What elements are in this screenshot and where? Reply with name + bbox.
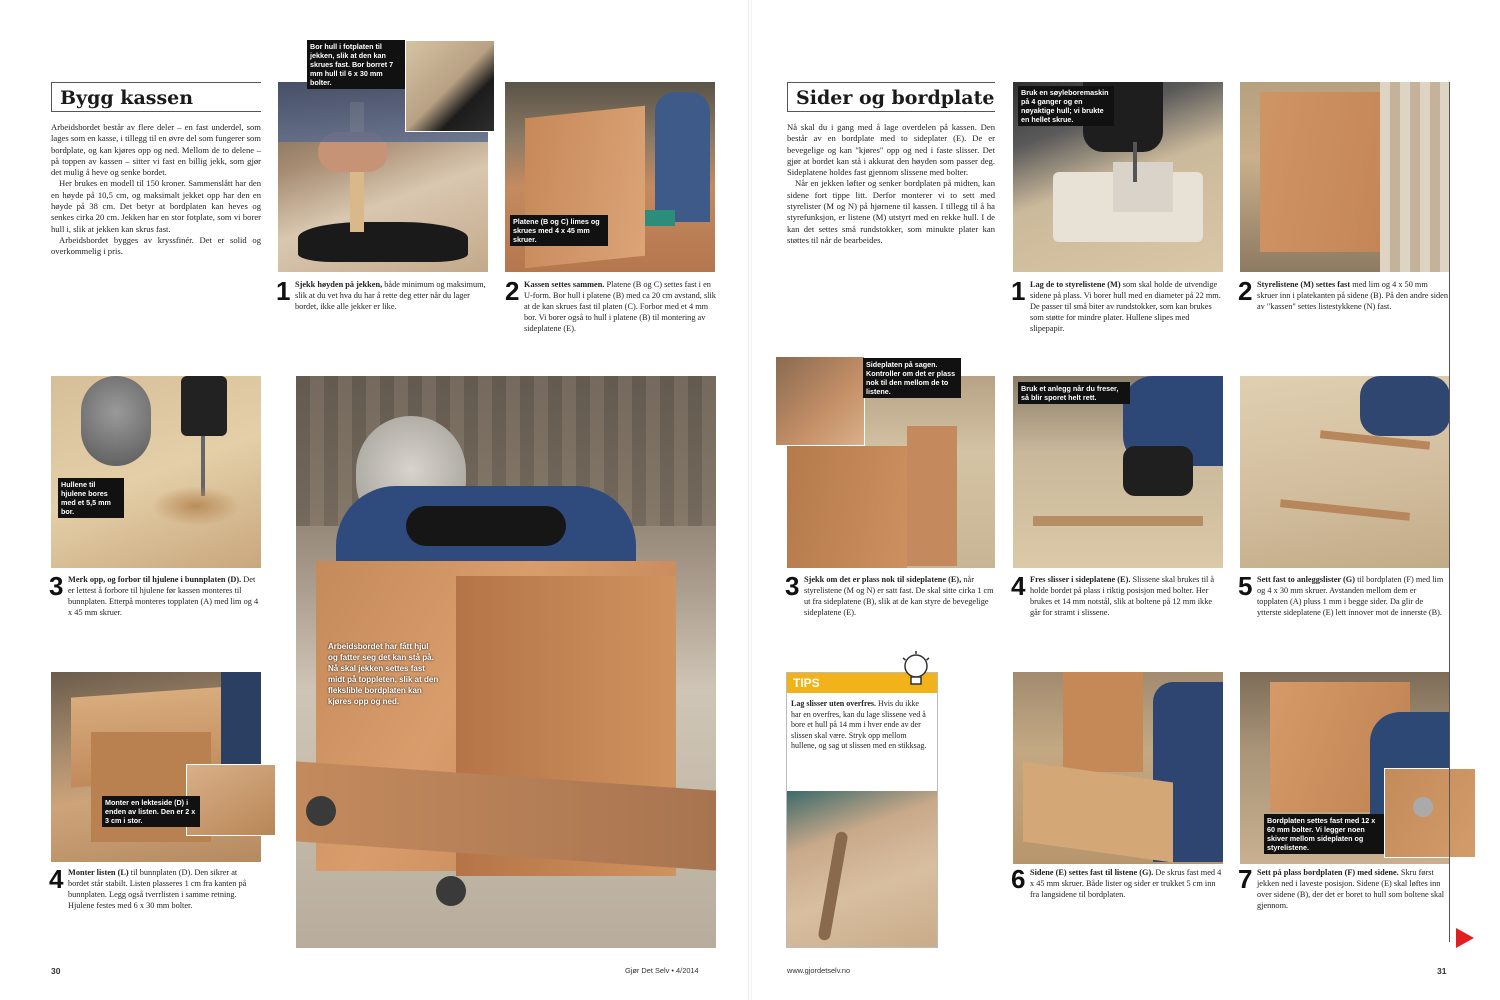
step-text: Platene (B og C) settes fast i en U-form. Bor hull i platene (B) med ca 20 cm avstand, slik at de kan skrues fast til platen (C). Forbor med et 4 mm bor. Vi borer også to hull i platene (B) til montering av sideplatene (E). bbox=[524, 280, 716, 333]
lightbulb-icon bbox=[900, 650, 932, 692]
photo-note-batten: Monter en lekteside (D) i enden av listen. Den er 2 x 3 cm i stor. bbox=[102, 796, 200, 827]
step-caption bbox=[68, 574, 260, 618]
step-number: 3 bbox=[49, 571, 64, 601]
step-number: 5 bbox=[1238, 571, 1253, 601]
photo-note-screw-plates: Platene (B og C) limes og skrues med 4 x 45 mm skruer. bbox=[510, 215, 608, 246]
step-caption bbox=[295, 279, 491, 312]
step-title: Sidene (E) settes fast til listene (G). bbox=[1030, 868, 1154, 877]
photo-tips-slot bbox=[787, 791, 938, 948]
step-title: Sjekk høyden på jekken, bbox=[295, 280, 383, 289]
step-text: med lim og 4 x 50 mm skruer inn i platekanten på sidene (B). På den andre siden av "kassen" settes listestykkene (N) fast. bbox=[1257, 280, 1448, 311]
tips-title: Lag slisser uten overfres. bbox=[791, 699, 877, 708]
step-text: Det er lettest å forbore til hjulene før kassen monteres til bunnplaten. Etterpå monteres topplaten (A) med lim og 4 x 45 mm skruer. bbox=[68, 575, 259, 617]
intro-paragraph: Når en jekken løfter og senker bordplaten på midten, kan sidene fort tippe litt. Derfor monterer vi to sett med styrelister (M og N) på hjørnene til kassen. I tillegg til å ha styrefunksjon, er listene (M) utstyrt med en rekke hull. I de kan det settes små rundstokker, som minukte plater kan støttes til når de bearbeides. bbox=[787, 178, 995, 245]
step-title: Kassen settes sammen. bbox=[524, 280, 605, 289]
intro-paragraph: Her brukes en modell til 150 kroner. Sammenslått har den en høyde på 10,5 cm, og maksimalt jekket opp har den en høyde på 38 cm. Det betyr at bordplaten kan heves og senkes cirka 20 cm. Jekken har en stor fotplate, som vi borer hull i, slik at jekken kan skrus fast. bbox=[51, 178, 261, 234]
step-number: 2 bbox=[1238, 276, 1253, 306]
step-title: Merk opp, og forbor til hjulene i bunnplaten (D). bbox=[68, 575, 242, 584]
photo-note-router: Bruk et anlegg når du freser, så blir sporet helt rett. bbox=[1018, 382, 1130, 404]
photo-note-big: Arbeidsbordet har fått hjul og fatter seg det kan stå på. Nå skal jekken settes fast midt på toppleten, slik at den flekslible bordplaten kan kjøres opp og ned. bbox=[328, 642, 439, 706]
step-title: Sett på plass bordplaten (F) med sidene. bbox=[1257, 868, 1399, 877]
right-intro-text bbox=[787, 122, 995, 246]
step-title: Styrelistene (M) settes fast bbox=[1257, 280, 1351, 289]
step-title: Fres slisser i sideplatene (E). bbox=[1030, 575, 1131, 584]
photo-fasten-sides bbox=[1013, 672, 1223, 864]
inset-photo-side-gap bbox=[775, 356, 865, 446]
step-number: 6 bbox=[1011, 864, 1026, 894]
step-text: De skrus fast med 4 x 45 mm skruer. Både lister og sider er trukket 5 cm inn fra langsidene til bordplaten. bbox=[1030, 868, 1222, 899]
right-margin-rule bbox=[1449, 82, 1450, 942]
step-caption bbox=[524, 279, 716, 334]
magazine-issue: Gjør Det Selv • 4/2014 bbox=[625, 966, 699, 975]
photo-note-final: Bordplaten settes fast med 12 x 60 mm bolter. Vi legger noen skiver mellom sideplaten og styrelistene. bbox=[1264, 814, 1384, 854]
tips-label: TIPS bbox=[787, 673, 938, 693]
step-number: 7 bbox=[1238, 864, 1253, 894]
step-caption bbox=[1030, 279, 1222, 334]
step-caption bbox=[1257, 574, 1449, 618]
step-caption bbox=[1030, 867, 1222, 900]
tips-body: Hvis du ikke har en overfres, kan du lage slissene ved å bore et hull på 14 mm i hver ende av der slissen skal være. Stryk opp mellom hullene, og sag ut slissen med en stikksag. bbox=[791, 699, 927, 750]
step-number: 4 bbox=[49, 864, 64, 894]
intro-paragraph: Nå skal du i gang med å lage overdelen på kassen. Den består av en bordplate med to sideplater (E). De er bevegelige og kan "kjøres" opp og ned i faste slisser. Det gjør at bordet kan stå i akkurat den høyden som passer deg. Sideplatene holdes fast gjennom slissene med bolter. bbox=[787, 122, 995, 178]
step-title: Sett fast to anleggslister (G) bbox=[1257, 575, 1356, 584]
step-text: Skru først jekken ned i laveste posisjon. Sidene (E) skal løftes inn over sidene (B), der det er boret to hull som boltene skal gjennom. bbox=[1257, 868, 1445, 910]
next-page-arrow-icon[interactable] bbox=[1456, 928, 1474, 948]
inset-photo-jack-foot bbox=[405, 40, 495, 132]
step-text: til bordplaten (F) med lim og 4 x 30 mm skruer. Avstanden mellom dem er topplaten (A) pluss 1 mm i begge sider. Da glir de ytterste sideplatene (E) lett innover mot de innerste (B). bbox=[1257, 575, 1444, 617]
step-number: 1 bbox=[1011, 276, 1026, 306]
step-title: Lag de to styrelistene (M) bbox=[1030, 280, 1121, 289]
step-text: både minimum og maksimum, slik at du vet hva du har å rette deg etter når du lager bordet, ikke alle jekker er like. bbox=[295, 280, 486, 311]
step-number: 4 bbox=[1011, 571, 1026, 601]
step-text: når styrelistene (M og N) er satt fast. De skal sitte cirka 1 cm ut fra sideplatene (B), slik at de kan styre de bevegelige sideplatene (E). bbox=[804, 575, 994, 617]
photo-glue-batten bbox=[1240, 376, 1450, 568]
step-caption bbox=[68, 867, 260, 911]
step-number: 3 bbox=[785, 571, 800, 601]
photo-note-drill-press: Bruk en søyleboremaskin på 4 ganger og en nøyaktige hull; vi brukte en hellet skrue. bbox=[1018, 86, 1114, 126]
step-caption bbox=[1030, 574, 1222, 618]
inset-photo-bolts bbox=[1384, 768, 1476, 858]
page-number-right: 31 bbox=[1437, 966, 1447, 976]
step-caption bbox=[1257, 867, 1449, 911]
photo-note-wheel-mark: Hullene til hjulene bores med et 5,5 mm bor. bbox=[58, 478, 124, 518]
step-text: Slissene skal brukes til å holde bordet på plass i riktig posisjon med bolter. Her brukes et 14 mm notstål, slik at boltene på 12 mm ikke går for stramt i slissene. bbox=[1030, 575, 1215, 617]
tips-text bbox=[791, 699, 931, 752]
step-number: 1 bbox=[276, 276, 291, 306]
photo-router bbox=[1013, 376, 1223, 568]
step-caption bbox=[1257, 279, 1449, 312]
magazine-url: www.gjordetselv.no bbox=[787, 966, 851, 975]
step-caption bbox=[804, 574, 996, 618]
page-number-left: 30 bbox=[51, 966, 61, 976]
photo-wheel-drill bbox=[51, 376, 261, 568]
step-number: 2 bbox=[505, 276, 520, 306]
section-title-right: Sider og bordplate bbox=[787, 82, 995, 112]
photo-guide-battens bbox=[1240, 82, 1450, 272]
step-text: som skal holde de utvendige sidene på plass. Vi borer hull med en diameter på 22 mm. De passer til små biter av rundstokker, som kan brukes som støtte for mindre plater. Hullene slipes med slipepapir. bbox=[1030, 280, 1221, 333]
section-title-left: Bygg kassen bbox=[51, 82, 261, 112]
left-intro-text bbox=[51, 122, 261, 258]
tips-box bbox=[786, 672, 938, 948]
step-title: Monter listen (L) bbox=[68, 868, 129, 877]
photo-note-side-check: Sideplaten på sagen. Kontroller om det er plass nok til den mellom de to listene. bbox=[863, 358, 961, 398]
intro-paragraph: Arbeidsbordet bygges av kryssfinér. Det er solid og overkommelig i pris. bbox=[51, 234, 261, 257]
spine-gutter bbox=[748, 0, 752, 1000]
intro-paragraph: Arbeidsbordet består av flere deler – en fast underdel, som lages som en kasse, i tillegg til en øvre del som fungerer som bordplate, og kan kjøres opp og ned. Mellom de to delene – på toppen av kassen – sitter vi fast en billig jekk, som gjør det mulig å heve og senke bordet. bbox=[51, 122, 261, 178]
photo-note-drill-holes: Bor hull i fotplaten til jekken, slik at den kan skrues fast. Bor borret 7 mm hull til 6 x 30 mm bolter. bbox=[307, 40, 405, 89]
step-title: Sjekk om det er plass nok til sideplatene (E), bbox=[804, 575, 962, 584]
step-text: til bunnplaten (D). Den sikrer at bordet står stabilt. Listen plasseres 1 cm fra kanten på bunnplaten. Legg også tverrlisten i samme retning. Hjulene festes med 6 x 30 mm bolter. bbox=[68, 868, 247, 910]
